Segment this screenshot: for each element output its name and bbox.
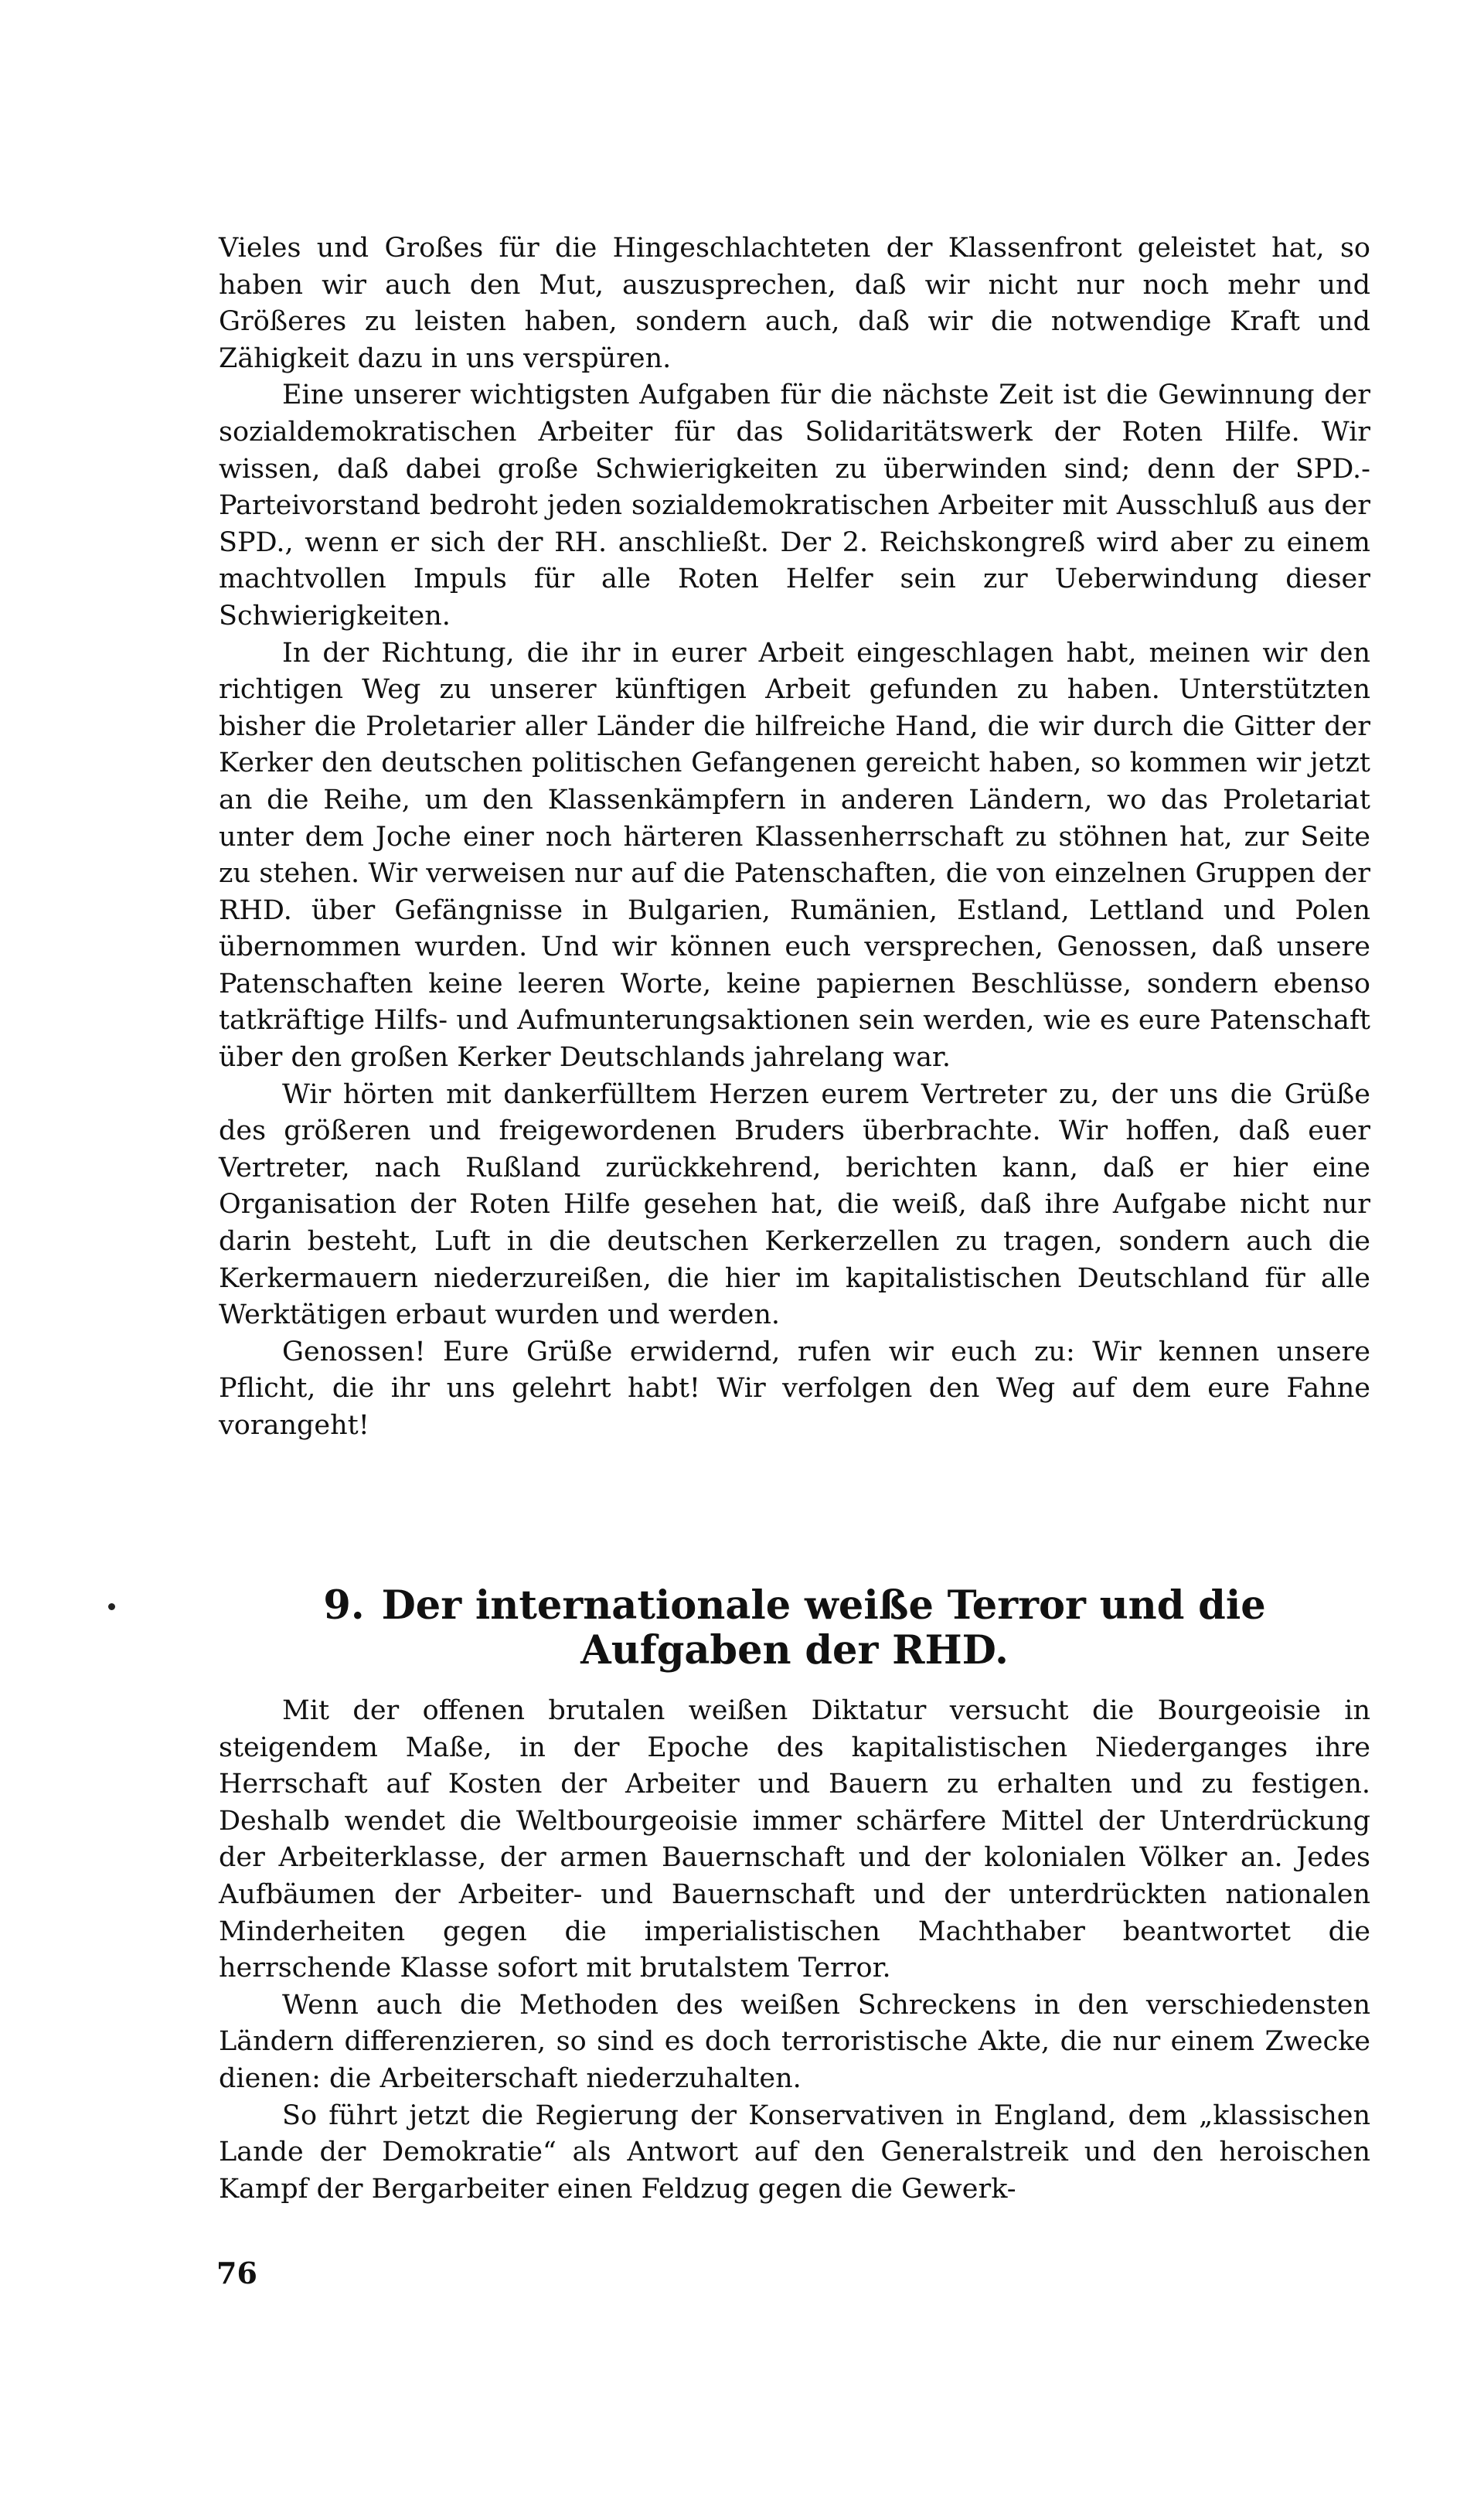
paragraph: Wenn auch die Methoden des weißen Schreckens in den verschiedensten Ländern differenzieren, so sind es doch terroristische Akte, die nur einem Zwecke dienen: die Arbeiterschaft niederzuhalten. <box>219 1989 1370 2094</box>
paragraph: In der Richtung, die ihr in eurer Arbeit eingeschlagen habt, meinen wir den richtigen Weg zu unserer künftigen Arbeit gefunden zu haben. Unterstützten bisher die Proletarier aller Länder die hilfreiche Hand, die wir durch die Gitter der Kerker den deutschen politischen Gefangenen gereicht haben, so kommen wir jetzt an die Reihe, um den Klassenkämpfern in anderen Ländern, wo das Proletariat unter dem Joche einer noch härteren Klassenherrschaft zu stöhnen hat, zur Seite zu stehen. Wir verweisen nur auf die Patenschaften, die von einzelnen Gruppen der RHD. über Gefängnisse in Bulgarien, Rumänien, Estland, Lettland und Polen übernommen wurden. Und wir können euch versprechen, Genossen, daß unsere Patenschaften keine leeren Worte, keine papiernen Beschlüsse, sondern ebenso tatkräftige Hilfs- und Aufmunterungsaktionen sein werden, wie es eure Patenschaft über den großen Kerker Deutschlands jahrelang war. <box>219 637 1370 1074</box>
body-text-bottom <box>219 1693 1370 2208</box>
section-number: 9. <box>323 1582 365 1629</box>
section-title: Der internationale weiße Terror und die Aufgaben der RHD. <box>381 1582 1266 1674</box>
paragraph: Vieles und Großes für die Hingeschlachteten der Klassenfront geleistet hat, so haben wir auch den Mut, auszusprechen, daß wir nicht nur noch mehr und Größeres zu leisten haben, sondern auch, daß wir die notwendige Kraft und Zähigkeit dazu in uns verspüren. <box>219 233 1370 374</box>
paragraph: Wir hörten mit dankerfülltem Herzen eurem Vertreter zu, der uns die Grüße des größeren und freigewordenen Bruders überbrachte. Wir hoffen, daß euer Vertreter, nach Rußland zurückkehrend, berichten kann, daß er hier eine Organisation der Roten Hilfe gesehen hat, die weiß, daß ihre Aufgabe nicht nur darin besteht, Luft in die deutschen Kerkerzellen zu tragen, sondern auch die Kerkermauern niederzureißen, die hier im kapitalistischen Deutschland für alle Werktätigen erbaut wurden und werden. <box>219 1078 1370 1331</box>
margin-mark <box>108 1603 115 1610</box>
paragraph: So führt jetzt die Regierung der Konservativen in England, dem „klassischen Lande der Demokratie“ als Antwort auf den Generalstreik und den heroischen Kampf der Bergarbeiter einen Feldzug gegen die Gewerk- <box>219 2099 1370 2205</box>
page-number: 76 <box>216 2256 257 2290</box>
body-text-top <box>219 230 1370 1445</box>
section-heading <box>219 1583 1370 1673</box>
paragraph: Genossen! Eure Grüße erwidernd, rufen wir euch zu: Wir kennen unsere Pflicht, die ihr uns gelehrt habt! Wir verfolgen den Weg auf dem eure Fahne vorangeht! <box>219 1336 1370 1441</box>
paragraph: Mit der offenen brutalen weißen Diktatur versucht die Bourgeoisie in steigendem Maße, in der Epoche des kapitalistischen Niederganges ihre Herrschaft auf Kosten der Arbeiter und Bauern zu erhalten und zu festigen. Deshalb wendet die Weltbourgeoisie immer schärfere Mittel der Unterdrückung der Arbeiterklasse, der armen Bauernschaft und der kolonialen Völker an. Jedes Aufbäumen der Arbeiter- und Bauernschaft und der unterdrückten nationalen Minderheiten gegen die imperialistischen Machthaber beantwortet die herrschende Klasse sofort mit brutalstem Terror. <box>219 1695 1370 1984</box>
paragraph: Eine unserer wichtigsten Aufgaben für die nächste Zeit ist die Gewinnung der sozialdemokratischen Arbeiter für das Solidaritätswerk der Roten Hilfe. Wir wissen, daß dabei große Schwierigkeiten zu überwinden sind; denn der SPD.-Parteivorstand bedroht jeden sozialdemokratischen Arbeiter mit Ausschluß aus der SPD., wenn er sich der RH. anschließt. Der 2. Reichskongreß wird aber zu einem machtvollen Impuls für alle Roten Helfer sein zur Ueberwindung dieser Schwierigkeiten. <box>219 380 1370 632</box>
